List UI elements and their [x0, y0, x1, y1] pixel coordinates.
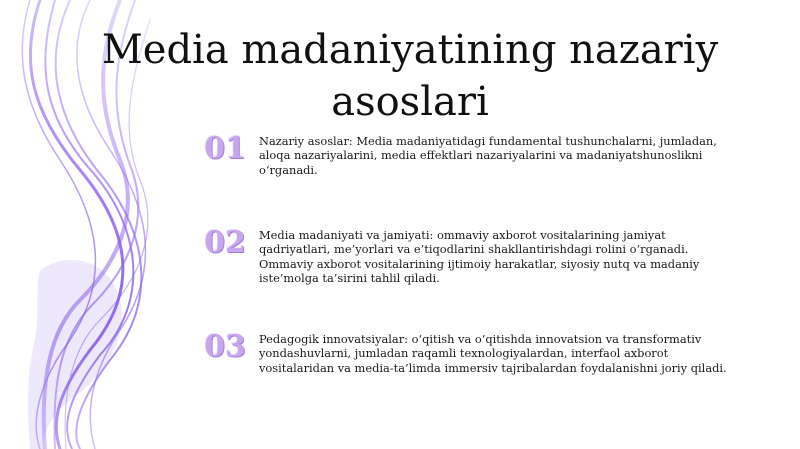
item-number: 02	[204, 225, 246, 260]
slide-title: Media madaniyatining nazariy asoslari	[101, 27, 719, 125]
item-text: Nazariy asoslar: Media madaniyatidagi fundamental tushunchalarni, jumladan, aloqa nazariyalarini, media effektlari nazariyalarini va madaniyatshunoslikni o‘rganadi.	[259, 134, 717, 177]
item-text: Media madaniyati va jamiyati: ommaviy axborot vositalarining jamiyat qadriyatlari, me’yorlari va e’tiqodlarini shakllantirishdagi rolini o‘rganadi. Ommaviy axborot vositalarining ijtimoiy harakatlar, siyosiy nutq va madaniy iste’molga ta’sirini tahlil qiladi.	[259, 228, 700, 286]
item-number: 01	[204, 131, 246, 166]
item-text: Pedagogik innovatsiyalar: o‘qitish va o‘qitishda innovatsion va transformativ yondashuvlarni, jumladan raqamli texnologiyalardan, interfaol axborot vositalaridan va media-ta’limda immersiv tajribalardan foydalanishni joriy qiladi.	[259, 332, 727, 375]
item-number: 03	[204, 329, 246, 364]
